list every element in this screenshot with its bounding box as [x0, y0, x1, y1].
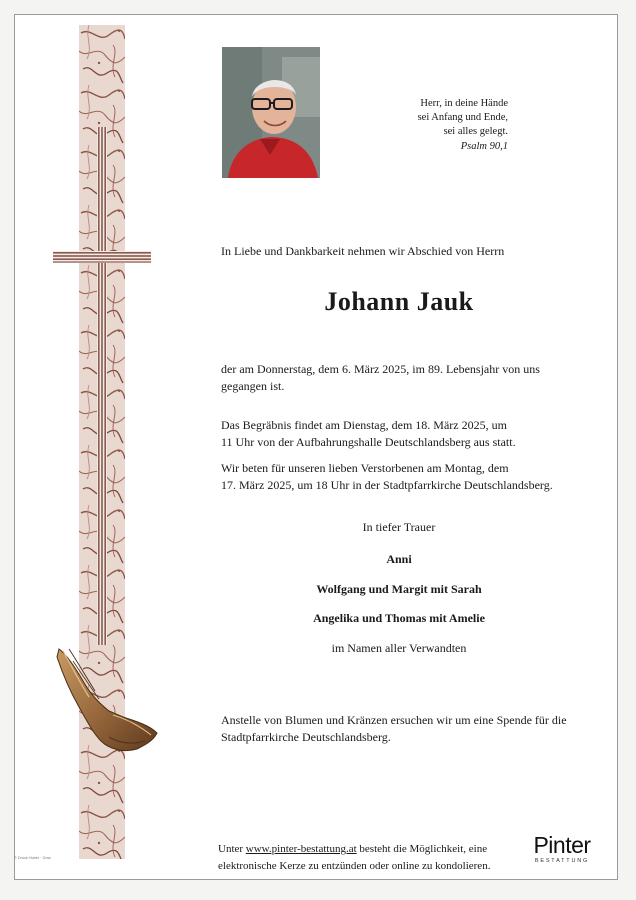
prayer-info	[221, 460, 605, 493]
funeral-info-line: 11 Uhr von der Aufbahrungshalle Deutschlandsberg aus statt.	[221, 434, 516, 449]
death-notice	[221, 361, 605, 394]
funeral-info-line: Das Begräbnis findet am Dienstag, dem 18. März 2025, um	[221, 418, 507, 432]
logo-subtitle: BESTATTUNG	[534, 858, 590, 864]
intro-text: In Liebe und Dankbarkeit nehmen wir Abschied von Herrn	[221, 244, 505, 258]
prayer-info-line: Wir beten für unseren lieben Verstorbenen am Montag, dem	[221, 461, 509, 475]
mourning-heading: In tiefer Trauer	[362, 520, 436, 534]
print-code: © Druck Huber · Graz	[14, 856, 51, 860]
mourner-name: Anni	[386, 552, 412, 566]
footer-line: elektronische Kerze zu entzünden oder online zu kondolieren.	[218, 859, 491, 872]
portrait-photo	[222, 47, 320, 178]
psalm-line: Herr, in deine Hände	[420, 98, 508, 109]
mourner-name: Angelika und Thomas mit Amelie	[313, 611, 485, 625]
psalm-line: sei alles gelegt.	[443, 126, 508, 138]
donation-line: Anstelle von Blumen und Kränzen ersuchen wir um eine Spende für die	[221, 713, 567, 727]
donation-line: Stadtpfarrkirche Deutschlandsberg.	[221, 729, 391, 744]
psalm-line: sei Anfang und Ende,	[417, 112, 508, 124]
funeral-info	[221, 417, 605, 450]
footer-suffix: besteht die Möglichkeit, eine	[356, 843, 488, 855]
condolence-footer	[218, 841, 490, 874]
prayer-info-line: 17. März 2025, um 18 Uhr in der Stadtpfarrkirche Deutschlandsberg.	[221, 477, 553, 492]
mourner-name: Wolfgang und Margit mit Sarah	[316, 582, 482, 596]
donation-request	[221, 712, 605, 745]
death-notice-line: gegangen ist.	[221, 378, 285, 393]
website-link[interactable]: www.pinter-bestattung.at	[245, 843, 357, 855]
pinter-logo	[525, 833, 599, 864]
obituary-sheet	[14, 14, 618, 880]
cross-horizontal-bar	[53, 251, 151, 263]
praying-hands-icon	[53, 645, 159, 755]
cross-vertical-bar	[97, 127, 107, 645]
logo-wordmark: Pinter	[533, 832, 591, 858]
psalm-reference: Psalm 90,1	[460, 140, 508, 152]
relatives-closing: im Namen aller Verwandten	[331, 641, 467, 655]
footer-prefix: Unter	[218, 843, 246, 855]
death-notice-line: der am Donnerstag, dem 6. März 2025, im 89. Lebensjahr von uns	[221, 362, 540, 376]
psalm-quote	[368, 97, 508, 154]
deceased-name: Johann Jauk	[324, 287, 474, 316]
